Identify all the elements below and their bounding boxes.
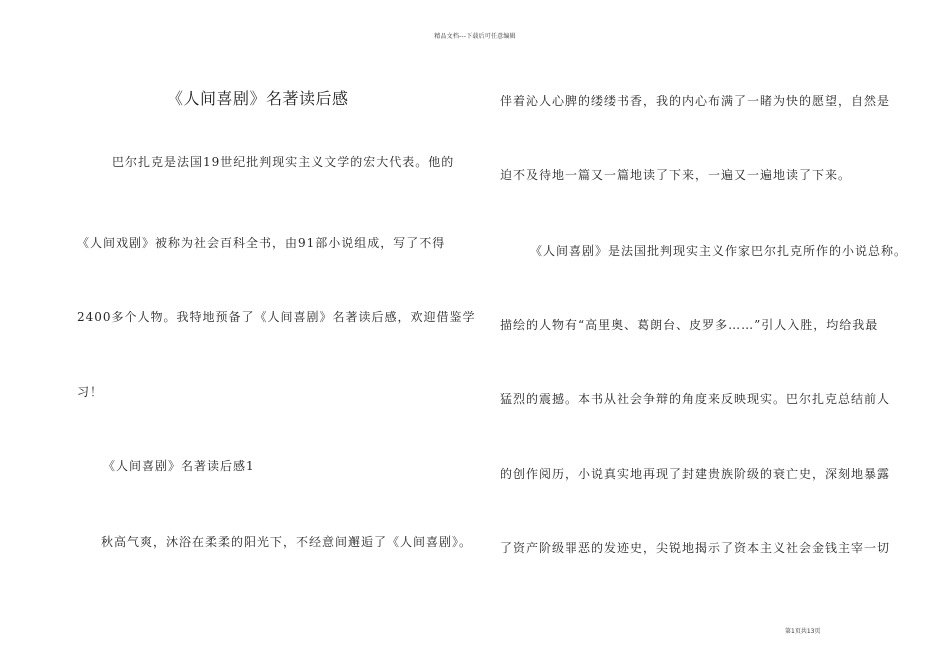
paragraph-line: 习！ [77, 385, 104, 399]
paragraph-line: 了资产阶级罪恶的发迹史，尖锐地揭示了资本主义社会金钱主宰一切 [500, 541, 891, 555]
section-heading: 《人间喜剧》名著读后感1 [103, 459, 255, 473]
paragraph-line: 2400多个人物。我特地预备了《人间喜剧》名著读后感，欢迎借鉴学 [77, 310, 476, 324]
paragraph-line: 《人间戏剧》被称为社会百科全书，由91部小说组成，写了不得 [77, 236, 446, 250]
paragraph-line: 迫不及待地一篇又一篇地读了下来，一遍又一遍地读了下来。 [500, 168, 852, 182]
paragraph-line: 描绘的人物有“高里奥、葛朗台、皮罗多……”引人入胜，均给我最 [500, 318, 879, 332]
paragraph-line: 伴着沁人心脾的缕缕书香，我的内心布满了一睹为快的愿望，自然是 [500, 94, 891, 108]
document-title: 《人间喜剧》名著读后感 [167, 89, 349, 108]
paragraph-line: 巴尔扎克是法国19世纪批判现实主义文学的宏大代表。他的 [112, 155, 455, 169]
paragraph-line: 的创作阅历，小说真实地再现了封建贵族阶级的衰亡史，深刻地暴露 [500, 467, 891, 481]
page-number: 第1页共13页 [785, 628, 821, 635]
paragraph-line: 猛烈的震撼。本书从社会争辩的角度来反映现实。巴尔扎克总结前人 [500, 392, 891, 406]
paragraph-line: 《人间喜剧》是法国批判现实主义作家巴尔扎克所作的小说总称。 [530, 244, 908, 258]
header-note: 精品文档---下载后可任意编辑 [434, 33, 516, 40]
paragraph-line: 秋高气爽，沐浴在柔柔的阳光下，不经意间邂逅了《人间喜剧》。 [101, 535, 473, 549]
